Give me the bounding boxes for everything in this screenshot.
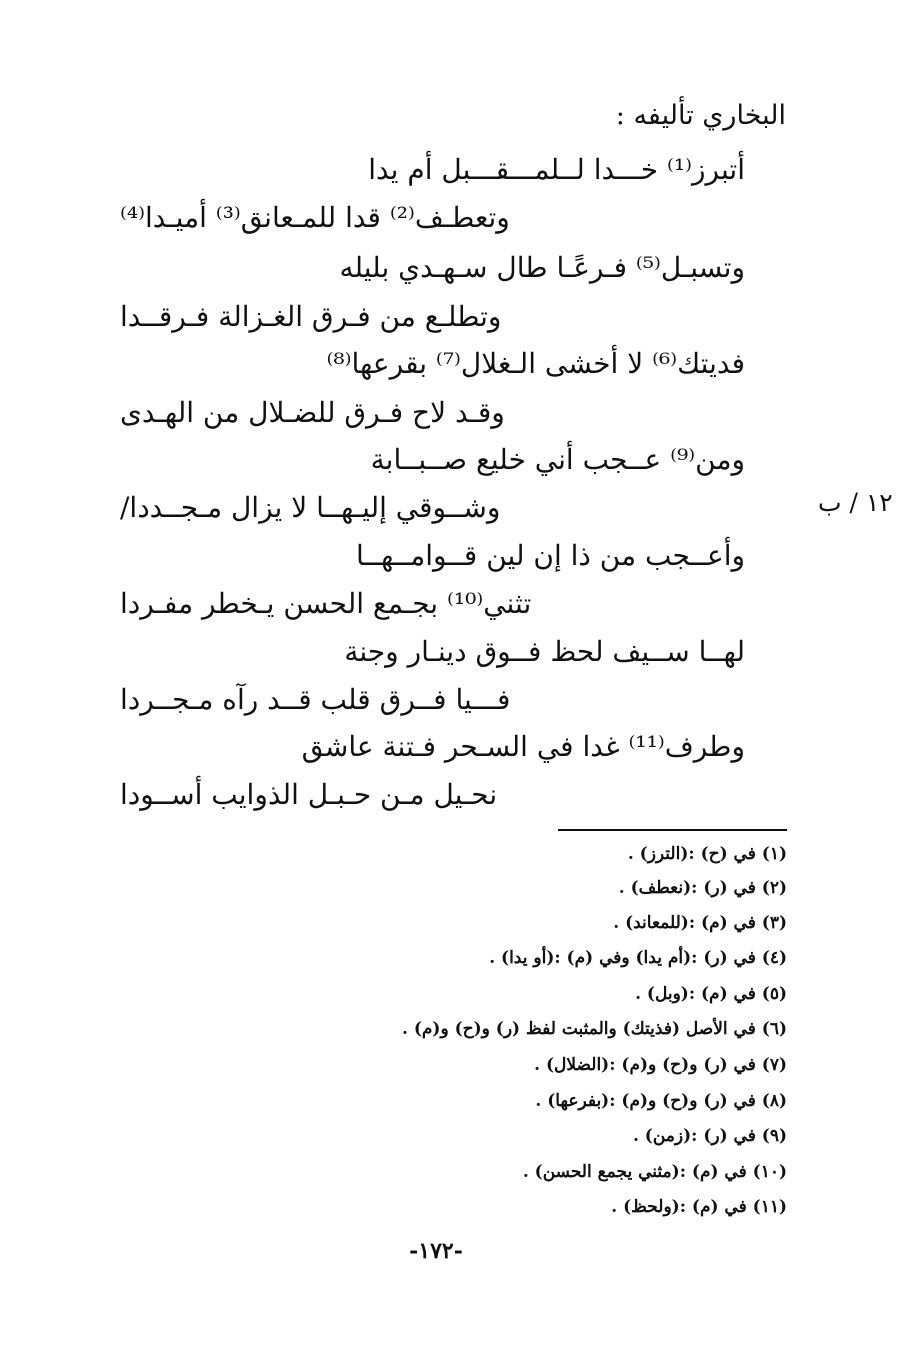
footnote-6: (٦) في الأصل (فذيتك) والمثبت لفظ (ر) و(ح) و(م) . xyxy=(402,1019,787,1039)
footnote-9: (٩) في (ر) :(زمن) . xyxy=(632,1126,787,1146)
verse-4-second-hemistich: وشــوقي إليـهــا لا يزال مـجــددا/ xyxy=(120,491,501,524)
footnote-8: (٨) في (ر) و(ح) و(م) :(بفرعها) . xyxy=(535,1091,787,1111)
page-number: -١٧٢- xyxy=(409,1238,463,1264)
intro-line: البخاري تأليفه : xyxy=(615,100,786,131)
verse-4-first-hemistich: ومن⁽⁹⁾ عــجب أني خليع صــبــابة xyxy=(370,443,745,476)
verse-1-second-hemistich: وتعطـف⁽²⁾ قدا للمـعانق⁽³⁾ أميـدا⁽⁴⁾ xyxy=(120,201,510,234)
verse-3-second-hemistich: وقـد لاح فـرق للضـلال من الهـدى xyxy=(120,396,505,429)
verse-7-second-hemistich: نحـيل مـن حـبـل الذوايب أســودا xyxy=(120,778,498,811)
verse-2-second-hemistich: وتطلـع من فـرق الغـزالة فـرقــدا xyxy=(120,300,502,333)
footnote-7: (٧) في (ر) و(ح) و(م) :(الضلال) . xyxy=(534,1055,787,1075)
verse-6-second-hemistich: فـــيا فــرق قلب قــد رآه مـجــردا xyxy=(120,683,511,716)
footnote-4: (٤) في (ر) :(أم يدا) وفي (م) :(أو يدا) . xyxy=(489,948,787,968)
verse-2-first-hemistich: وتسبـل⁽⁵⁾ فـرعًـا طال سـهـدي بليله xyxy=(339,251,745,284)
folio-margin-note: ١٢ / ب xyxy=(818,488,893,517)
footnote-3: (٣) في (م) :(للمعاند) . xyxy=(613,913,787,933)
verse-1-first-hemistich: أتبرز⁽¹⁾ خـــدا لــلمـــقـــبل أم يدا xyxy=(368,153,745,186)
footnote-divider xyxy=(558,829,787,831)
footnote-5: (٥) في (م) :(وبل) . xyxy=(635,984,787,1004)
footnote-10: (١٠) في (م) :(مثني يجمع الحسن) . xyxy=(522,1162,787,1182)
verse-7-first-hemistich: وطرف⁽¹¹⁾ غدا في السـحر فـتنة عاشق xyxy=(301,730,745,763)
footnote-1: (١) في (ح) :(الترز) . xyxy=(627,844,787,864)
footnote-2: (٢) في (ر) :(نعطف) . xyxy=(618,878,787,898)
verse-5-first-hemistich: وأعــجب من ذا إن لين قــوامــهــا xyxy=(356,539,745,572)
verse-3-first-hemistich: فديتك⁽⁶⁾ لا أخشى الـغلال⁽⁷⁾ بقرعها⁽⁸⁾ xyxy=(326,347,745,380)
verse-5-second-hemistich: تثني⁽¹⁰⁾ بجـمع الحسن يـخطر مفـردا xyxy=(120,587,532,620)
verse-6-first-hemistich: لهــا ســيف لحظ فــوق دينـار وجنة xyxy=(344,635,745,668)
footnote-11: (١١) في (م) :(ولحظ) . xyxy=(611,1197,787,1217)
